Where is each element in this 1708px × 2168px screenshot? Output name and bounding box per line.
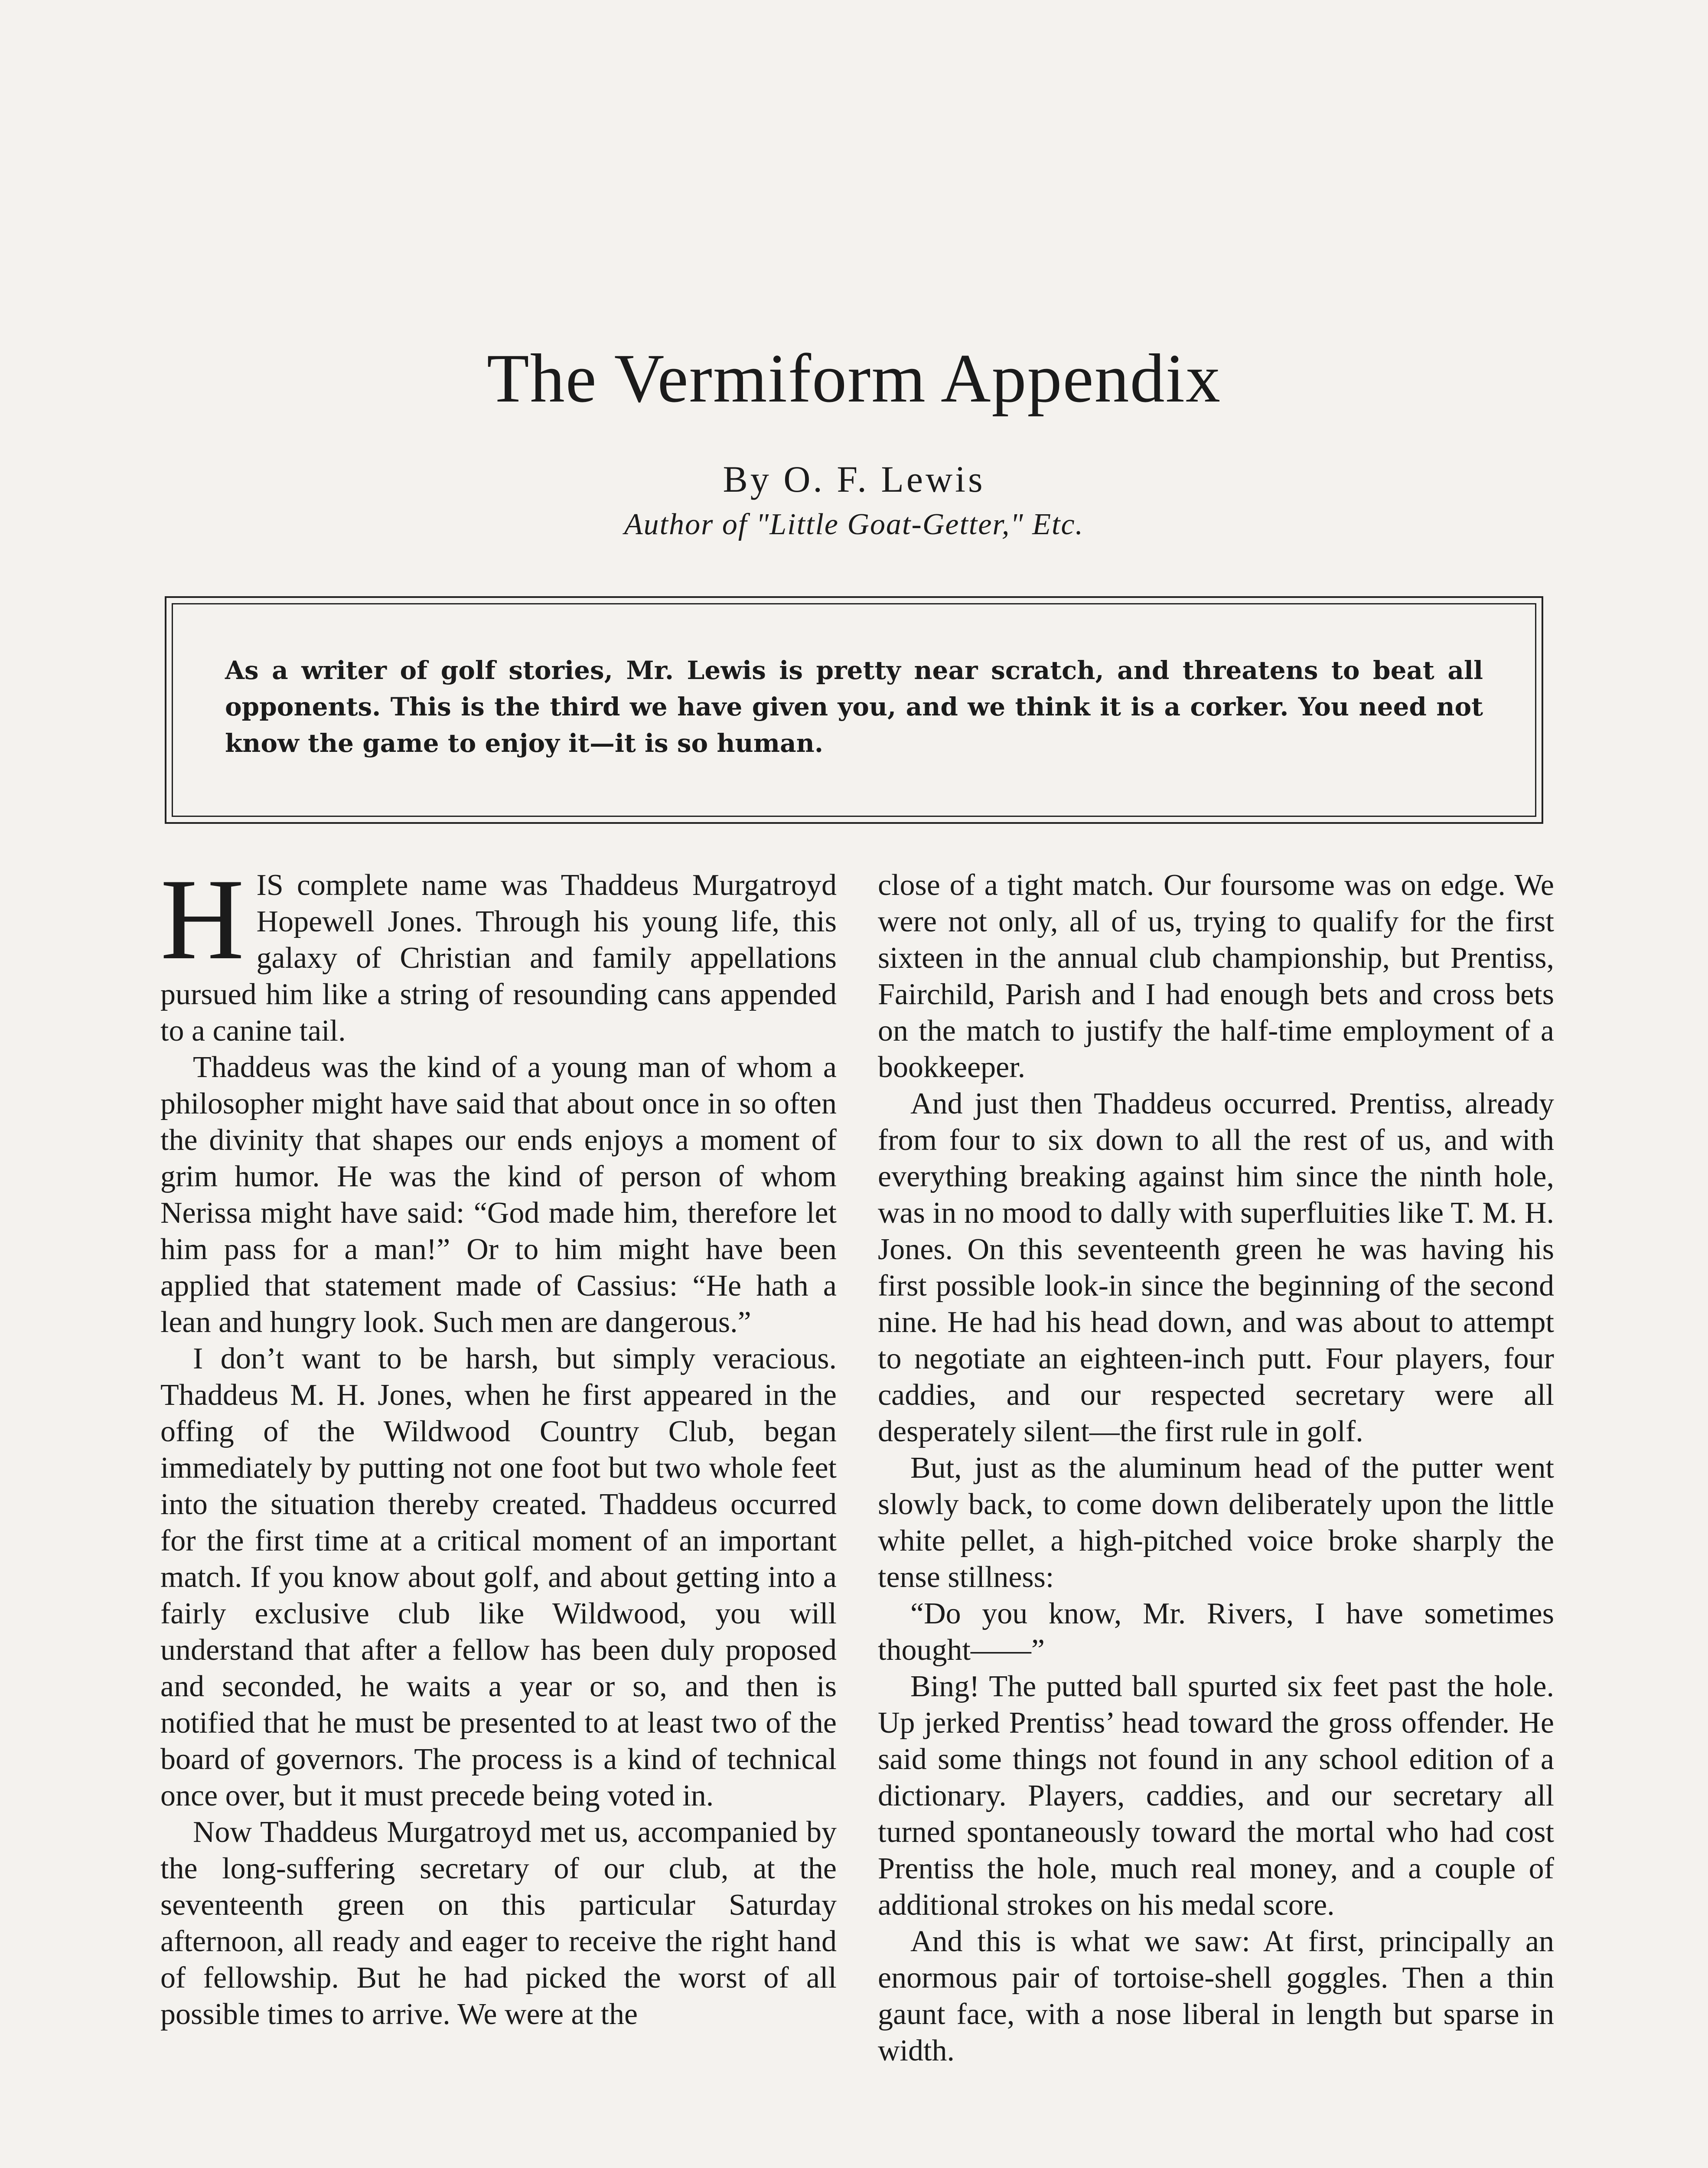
- intro-box: [165, 596, 1543, 824]
- paragraph-text: IS complete name was Thaddeus Murgatroyd Hopewell Jones. Through his young life, this galaxy of Christian and family appellations pursued him like a string of resounding cans appended to a canine tail.: [160, 869, 837, 1048]
- paragraph: close of a tight match. Our foursome was on edge. We were not only, all of us, trying to qualify for the first sixteen in the annual club championship, but Prentiss, Fairchild, Parish and I had enough bets and cross bets on the match to justify the half-time employment of a bookkeeper.: [878, 869, 1554, 1084]
- paragraph: [160, 855, 837, 1049]
- paragraph: “Do you know, Mr. Rivers, I have sometimes thought——”: [878, 1597, 1554, 1667]
- story-title: The Vermiform Appendix: [486, 340, 1222, 417]
- paragraph: Now Thaddeus Murgatroyd met us, accompanied by the long-suffering secretary of our club, at the seventeenth green on this particular Saturday afternoon, all ready and eager to receive the right hand of fellowship. But he had picked the worst of all possible times to arrive. We were at the: [160, 1815, 837, 2031]
- text-column-right: [878, 867, 1554, 2069]
- paragraph: Bing! The putted ball spurted six feet past the hole. Up jerked Prentiss’ head toward the gross offender. He said some things not found in any school edition of a dictionary. Players, caddies, and our secretary all turned spontaneously toward the mortal who had cost Prentiss the hole, much real money, and a couple of additional strokes on his medal score.: [878, 1670, 1554, 1922]
- paragraph: And just then Thaddeus occurred. Prentiss, already from four to six down to all the rest of us, and with everything breaking against him since the ninth hole, was in no mood to dally with superfluities like T. M. H. Jones. On this seventeenth green he was having his first possible look-in since the beginning of the second nine. He had his head down, and was about to attempt to negotiate an eighteen-inch putt. Four players, four caddies, and our respected secretary were all desperately silent—the first rule in golf.: [878, 1087, 1554, 1448]
- author-byline: By O. F. Lewis: [723, 458, 985, 500]
- paragraph: I don’t want to be harsh, but simply veracious. Thaddeus M. H. Jones, when he first appeared in the offing of the Wildwood Country Club, began immediately by putting not one foot but two whole feet into the situation thereby created. Thaddeus occurred for the first time at a critical moment of an important match. If you know about golf, and about getting into a fairly exclusive club like Wildwood, you will understand that after a fellow has been duly proposed and seconded, he waits a year or so, and then is notified that he must be presented to at least two of the board of governors. The process is a kind of technical once over, but it must precede being voted in.: [160, 1342, 837, 1812]
- paragraph: Thaddeus was the kind of a young man of whom a philosopher might have said that about once in so often the divinity that shapes our ends enjoys a moment of grim humor. He was the kind of person of whom Nerissa might have said: “God made him, therefore let him pass for a man!” Or to him might have been applied that statement made of Cassius: “He hath a lean and hungry look. Such men are dangerous.”: [160, 1051, 837, 1339]
- paragraph: And this is what we saw: At first, principally an enormous pair of tortoise-shell goggles. Then a thin gaunt face, with a nose liberal in length but sparse in width.: [878, 1925, 1554, 2067]
- paragraph: But, just as the aluminum head of the putter went slowly back, to come down deliberately upon the little white pellet, a high-pitched voice broke sharply the tense stillness:: [878, 1451, 1554, 1594]
- intro-text: As a writer of golf stories, Mr. Lewis is pretty near scratch, and threatens to beat all opponents. This is the third we have given you, and we think it is a corker. You need not know the game to enjoy it—it is so human.: [225, 656, 1483, 758]
- author-credit: Author of "Little Goat-Getter," Etc.: [624, 508, 1084, 541]
- drop-cap: H: [160, 855, 244, 983]
- text-column-left: [160, 855, 837, 2033]
